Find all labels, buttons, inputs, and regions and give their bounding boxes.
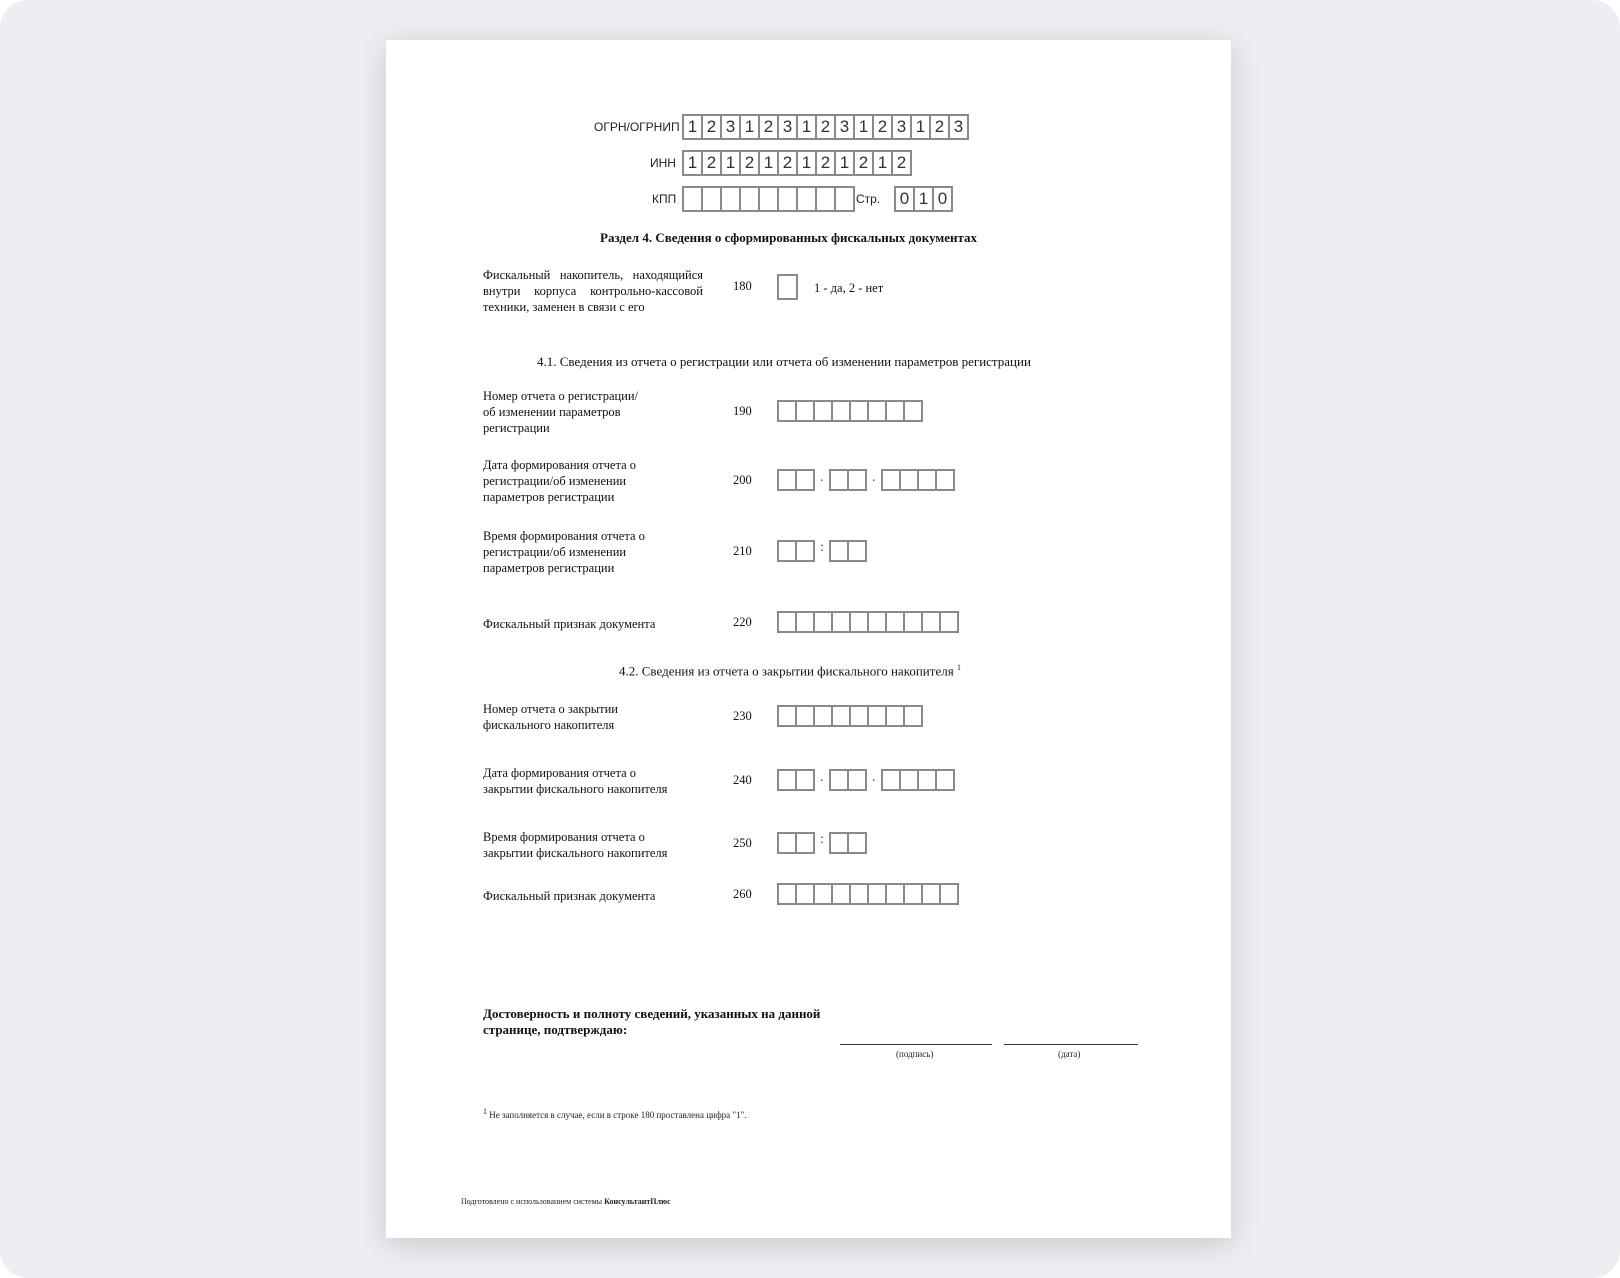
empty-cell[interactable] bbox=[815, 186, 836, 212]
row-240-label: Дата формирования отчета о закрытии фискального накопителя bbox=[483, 766, 668, 796]
footnote-mark: 1 bbox=[483, 1107, 487, 1116]
row-190-code: 190 bbox=[733, 404, 752, 418]
row-210-minutes-input[interactable] bbox=[829, 540, 867, 562]
digit-cell[interactable]: 1 bbox=[872, 150, 893, 176]
row-180-input[interactable] bbox=[777, 274, 798, 300]
empty-cell[interactable] bbox=[847, 769, 867, 791]
empty-cell[interactable] bbox=[777, 469, 797, 491]
row-240-year-input[interactable] bbox=[881, 769, 955, 791]
empty-cell[interactable] bbox=[899, 769, 919, 791]
digit-cell[interactable]: 1 bbox=[682, 114, 703, 140]
date-separator: . bbox=[872, 470, 876, 485]
empty-cell[interactable] bbox=[795, 540, 815, 562]
page-number-label: Стр. bbox=[856, 192, 881, 206]
empty-cell[interactable] bbox=[796, 186, 817, 212]
empty-cell[interactable] bbox=[795, 400, 815, 422]
empty-cell[interactable] bbox=[881, 769, 901, 791]
empty-cell[interactable] bbox=[867, 883, 887, 905]
empty-cell[interactable] bbox=[935, 469, 955, 491]
row-260-code: 260 bbox=[733, 887, 752, 901]
row-200-code: 200 bbox=[733, 473, 752, 487]
digit-cell[interactable]: 2 bbox=[853, 150, 874, 176]
digit-cell[interactable]: 1 bbox=[796, 150, 817, 176]
row-250-minutes-input[interactable] bbox=[829, 832, 867, 854]
digit-cell[interactable]: 1 bbox=[834, 150, 855, 176]
empty-cell[interactable] bbox=[701, 186, 722, 212]
empty-cell[interactable] bbox=[777, 400, 797, 422]
empty-cell[interactable] bbox=[847, 832, 867, 854]
empty-cell[interactable] bbox=[813, 400, 833, 422]
row-200-month-input[interactable] bbox=[829, 469, 867, 491]
footer-brand: КонсультантПлюс bbox=[604, 1197, 671, 1206]
digit-cell[interactable]: 2 bbox=[777, 150, 798, 176]
empty-cell[interactable] bbox=[899, 469, 919, 491]
row-240-month-input[interactable] bbox=[829, 769, 867, 791]
digit-cell[interactable]: 3 bbox=[891, 114, 912, 140]
empty-cell[interactable] bbox=[777, 274, 798, 300]
empty-cell[interactable] bbox=[903, 611, 923, 633]
digit-cell[interactable]: 2 bbox=[929, 114, 950, 140]
empty-cell[interactable] bbox=[813, 883, 833, 905]
row-200-label: Дата формирования отчета о регистрации/об изменении параметров регистрации bbox=[483, 458, 637, 504]
confirmation-text: Достоверность и полноту сведений, указанных на данной странице, подтверждаю: bbox=[483, 1006, 821, 1037]
section-4-2-title-text: 4.2. Сведения из отчета о закрытии фискального накопителя bbox=[619, 663, 954, 679]
digit-cell[interactable]: 1 bbox=[758, 150, 779, 176]
row-200-day-input[interactable] bbox=[777, 469, 815, 491]
digit-cell[interactable]: 2 bbox=[701, 114, 722, 140]
footer-prefix: Подготовлено с использованием системы bbox=[461, 1197, 603, 1206]
empty-cell[interactable] bbox=[795, 469, 815, 491]
empty-cell[interactable] bbox=[885, 705, 905, 727]
digit-cell[interactable]: 0 bbox=[894, 186, 915, 212]
empty-cell[interactable] bbox=[813, 611, 833, 633]
footnote bbox=[483, 1107, 747, 1120]
digit-cell[interactable]: 0 bbox=[932, 186, 953, 212]
date-caption: (дата) bbox=[1058, 1049, 1081, 1059]
row-250-code: 250 bbox=[733, 836, 752, 850]
empty-cell[interactable] bbox=[935, 769, 955, 791]
date-line[interactable] bbox=[1004, 1044, 1138, 1045]
empty-cell[interactable] bbox=[849, 883, 869, 905]
ogrn-label: ОГРН/ОГРНИП bbox=[594, 120, 680, 134]
signature-caption: (подпись) bbox=[896, 1049, 934, 1059]
kpp-label: КПП bbox=[652, 192, 677, 206]
row-260-label: Фискальный признак документа bbox=[483, 889, 656, 903]
kpp-cells[interactable] bbox=[682, 186, 855, 212]
digit-cell[interactable]: 2 bbox=[891, 150, 912, 176]
empty-cell[interactable] bbox=[903, 883, 923, 905]
row-250-hours-input[interactable] bbox=[777, 832, 815, 854]
date-separator: . bbox=[820, 470, 824, 485]
empty-cell[interactable] bbox=[867, 611, 887, 633]
digit-cell[interactable]: 2 bbox=[739, 150, 760, 176]
empty-cell[interactable] bbox=[829, 832, 849, 854]
empty-cell[interactable] bbox=[829, 540, 849, 562]
row-240-code: 240 bbox=[733, 773, 752, 787]
empty-cell[interactable] bbox=[813, 705, 833, 727]
empty-cell[interactable] bbox=[867, 705, 887, 727]
inn-label: ИНН bbox=[650, 156, 676, 170]
digit-cell[interactable]: 1 bbox=[910, 114, 931, 140]
row-230-input[interactable] bbox=[777, 705, 923, 727]
empty-cell[interactable] bbox=[777, 611, 797, 633]
empty-cell[interactable] bbox=[795, 769, 815, 791]
empty-cell[interactable] bbox=[831, 883, 851, 905]
empty-cell[interactable] bbox=[903, 400, 923, 422]
footnote-ref: 1 bbox=[956, 663, 961, 672]
row-180-hint: 1 - да, 2 - нет bbox=[814, 281, 884, 295]
row-180-label: Фискальный накопитель, находящийся внутри корпуса контрольно-кассовой техники, заменен в связи с его bbox=[483, 268, 703, 314]
digit-cell[interactable]: 3 bbox=[834, 114, 855, 140]
empty-cell[interactable] bbox=[939, 883, 959, 905]
row-210-label: Время формирования отчета о регистрации/об изменении параметров регистрации bbox=[483, 529, 645, 575]
empty-cell[interactable] bbox=[758, 186, 779, 212]
digit-cell[interactable]: 2 bbox=[872, 114, 893, 140]
empty-cell[interactable] bbox=[867, 400, 887, 422]
digit-cell[interactable]: 2 bbox=[815, 114, 836, 140]
empty-cell[interactable] bbox=[831, 400, 851, 422]
empty-cell[interactable] bbox=[777, 540, 797, 562]
empty-cell[interactable] bbox=[829, 469, 849, 491]
row-190-label: Номер отчета о регистрации/ об изменении параметров регистрации bbox=[483, 389, 639, 435]
digit-cell[interactable]: 1 bbox=[739, 114, 760, 140]
empty-cell[interactable] bbox=[885, 400, 905, 422]
empty-cell[interactable] bbox=[849, 611, 869, 633]
empty-cell[interactable] bbox=[829, 769, 849, 791]
time-separator: : bbox=[820, 832, 824, 847]
empty-cell[interactable] bbox=[885, 883, 905, 905]
footnote-text: Не заполняется в случае, если в строке 180 проставлена цифра "1". bbox=[489, 1110, 747, 1120]
date-separator: . bbox=[820, 770, 824, 785]
empty-cell[interactable] bbox=[831, 611, 851, 633]
row-220-input[interactable] bbox=[777, 611, 959, 633]
digit-cell[interactable]: 1 bbox=[682, 150, 703, 176]
row-210-hours-input[interactable] bbox=[777, 540, 815, 562]
row-260-input[interactable] bbox=[777, 883, 959, 905]
empty-cell[interactable] bbox=[739, 186, 760, 212]
empty-cell[interactable] bbox=[849, 400, 869, 422]
empty-cell[interactable] bbox=[885, 611, 905, 633]
digit-cell[interactable]: 1 bbox=[853, 114, 874, 140]
section-4-1-title: 4.1. Сведения из отчета о регистрации или отчета об изменении параметров регистрации bbox=[537, 354, 1031, 369]
empty-cell[interactable] bbox=[795, 705, 815, 727]
empty-cell[interactable] bbox=[847, 469, 867, 491]
digit-cell[interactable]: 2 bbox=[701, 150, 722, 176]
empty-cell[interactable] bbox=[795, 883, 815, 905]
row-190-input[interactable] bbox=[777, 400, 923, 422]
empty-cell[interactable] bbox=[720, 186, 741, 212]
empty-cell[interactable] bbox=[921, 611, 941, 633]
empty-cell[interactable] bbox=[939, 611, 959, 633]
digit-cell[interactable]: 3 bbox=[720, 114, 741, 140]
row-180-code: 180 bbox=[733, 279, 752, 293]
page-number-cells bbox=[894, 186, 953, 212]
ogrn-cells[interactable] bbox=[682, 114, 969, 140]
empty-cell[interactable] bbox=[795, 832, 815, 854]
row-210-code: 210 bbox=[733, 544, 752, 558]
row-220-code: 220 bbox=[733, 615, 752, 629]
empty-cell[interactable] bbox=[777, 705, 797, 727]
empty-cell[interactable] bbox=[847, 540, 867, 562]
empty-cell[interactable] bbox=[777, 832, 797, 854]
empty-cell[interactable] bbox=[881, 469, 901, 491]
row-250-label: Время формирования отчета о закрытии фискального накопителя bbox=[483, 830, 668, 860]
time-separator: : bbox=[820, 540, 824, 555]
digit-cell[interactable]: 2 bbox=[815, 150, 836, 176]
digit-cell[interactable]: 2 bbox=[758, 114, 779, 140]
digit-cell[interactable]: 3 bbox=[777, 114, 798, 140]
empty-cell[interactable] bbox=[903, 705, 923, 727]
empty-cell[interactable] bbox=[795, 611, 815, 633]
digit-cell[interactable]: 3 bbox=[948, 114, 969, 140]
empty-cell[interactable] bbox=[831, 705, 851, 727]
empty-cell[interactable] bbox=[777, 883, 797, 905]
row-200-year-input[interactable] bbox=[881, 469, 955, 491]
document-page bbox=[386, 40, 1231, 1238]
signature-line[interactable] bbox=[840, 1044, 992, 1045]
section-4-2-title bbox=[619, 660, 961, 679]
empty-cell[interactable] bbox=[921, 883, 941, 905]
row-230-label: Номер отчета о закрытии фискального накопителя bbox=[483, 702, 618, 732]
digit-cell[interactable]: 1 bbox=[796, 114, 817, 140]
empty-cell[interactable] bbox=[917, 469, 937, 491]
empty-cell[interactable] bbox=[849, 705, 869, 727]
section-4-title: Раздел 4. Сведения о сформированных фискальных документах bbox=[600, 230, 978, 245]
digit-cell[interactable]: 1 bbox=[913, 186, 934, 212]
empty-cell[interactable] bbox=[777, 186, 798, 212]
date-separator: . bbox=[872, 770, 876, 785]
inn-cells[interactable] bbox=[682, 150, 912, 176]
row-240-day-input[interactable] bbox=[777, 769, 815, 791]
empty-cell[interactable] bbox=[777, 769, 797, 791]
empty-cell[interactable] bbox=[834, 186, 855, 212]
empty-cell[interactable] bbox=[682, 186, 703, 212]
digit-cell[interactable]: 1 bbox=[720, 150, 741, 176]
empty-cell[interactable] bbox=[917, 769, 937, 791]
row-230-code: 230 bbox=[733, 709, 752, 723]
footer bbox=[461, 1197, 671, 1206]
row-220-label: Фискальный признак документа bbox=[483, 617, 656, 631]
